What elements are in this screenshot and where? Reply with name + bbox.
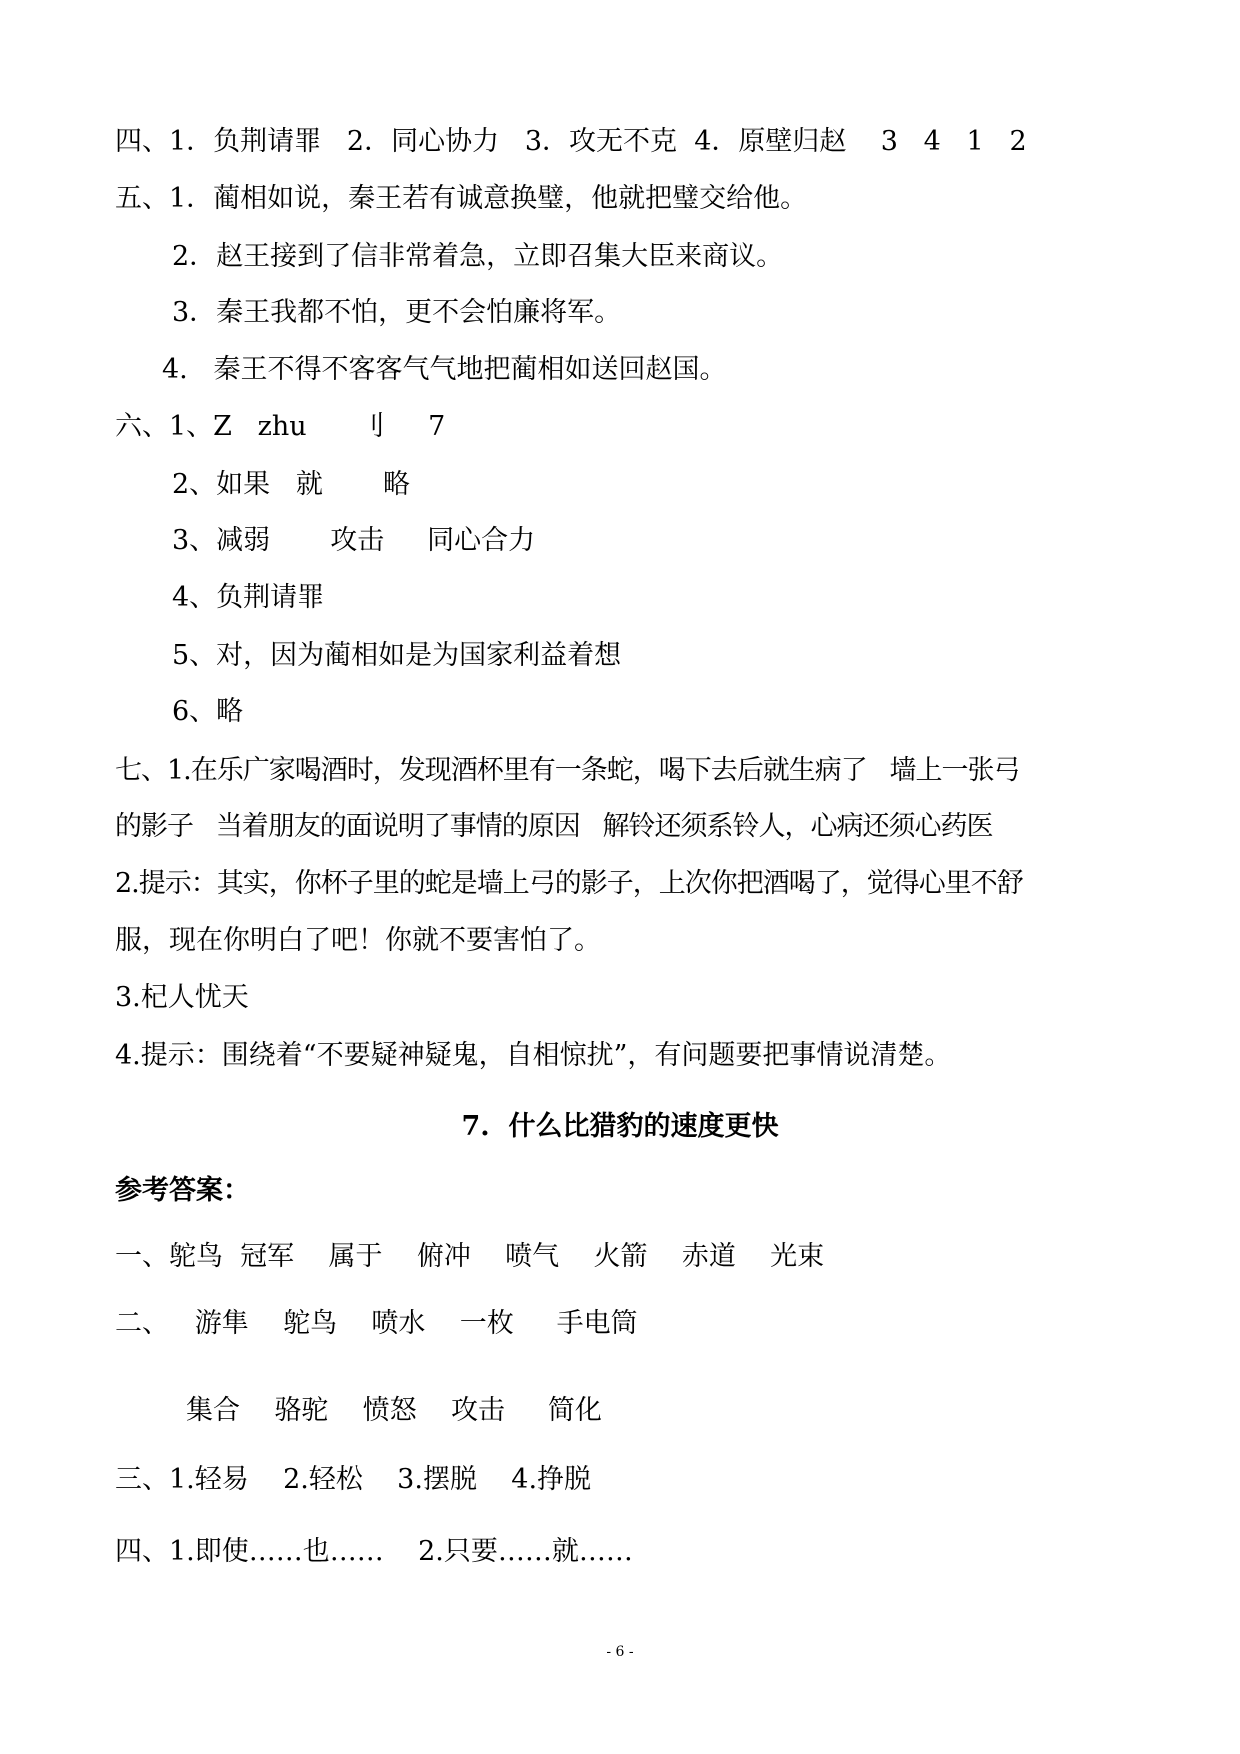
- answer-line-section5-2: 2．赵王接到了信非常着急，立即召集大臣来商议。: [172, 241, 784, 272]
- answer-line-section5-3: 3．秦王我都不怕，更不会怕廉将军。: [172, 297, 622, 328]
- answer-line-section7-4: 服，现在你明白了吧！你就不要害怕了。: [115, 925, 601, 956]
- answer-line-section6-4: 4、负荆请罪: [172, 582, 325, 613]
- lesson-title: 7. 什么比猎豹的速度更快: [461, 1111, 779, 1142]
- page-number: - 6 -: [606, 1644, 634, 1660]
- lesson-answer-line-3: 三、1.轻易 2.轻松 3.摆脱 4.挣脱: [115, 1464, 592, 1495]
- answer-line-section5-4: 4. 秦王不得不客客气气地把蔺相如送回赵国。: [162, 354, 727, 385]
- answer-line-section5-1: 五、1．蔺相如说，秦王若有诚意换璧，他就把璧交给他。: [115, 183, 808, 214]
- answer-line-section7-3: 2.提示：其实，你杯子里的蛇是墙上弓的影子，上次你把酒喝了，觉得心里不舒: [115, 868, 1023, 899]
- answer-line-section7-5: 3.杞人忧天: [115, 982, 249, 1013]
- answer-line-section7-1: 七、1.在乐广家喝酒时，发现酒杯里有一条蛇，喝下去后就生病了 墙上一张弓: [115, 755, 1020, 786]
- answer-line-section7-2: 的影子 当着朋友的面说明了事情的原因 解铃还须系铃人，心病还须心药医: [115, 811, 993, 842]
- answer-line-section6-2: 2、如果 就 略: [172, 469, 411, 500]
- answer-line-section6-6: 6、略: [172, 696, 244, 727]
- answer-line-section6-3: 3、减弱 攻击 同心合力: [172, 525, 536, 556]
- lesson-answer-line-2: 二、 游隼 鸵鸟 喷水 一枚 手电筒: [115, 1308, 638, 1339]
- lesson-answer-line-2b: 集合 骆驼 愤怒 攻击 简化: [186, 1395, 602, 1426]
- answer-line-section6-5: 5、对，因为蔺相如是为国家利益着想: [172, 640, 622, 671]
- lesson-answer-line-1: 一、鸵鸟 冠军 属于 俯冲 喷气 火箭 赤道 光束: [115, 1241, 825, 1272]
- lesson-answer-line-4: 四、1.即使……也…… 2.只要……就……: [115, 1536, 633, 1567]
- answer-line-section7-6: 4.提示：围绕着“不要疑神疑鬼，自相惊扰”，有问题要把事情说清楚。: [115, 1040, 952, 1071]
- answer-line-section4: 四、1．负荆请罪 2．同心协力 3．攻无不克 4．原壁归赵 3 4 1 2: [115, 126, 1027, 157]
- answer-line-section6-1: 六、1、Z zhu 刂 7: [115, 411, 446, 442]
- answers-label: 参考答案：: [115, 1175, 250, 1206]
